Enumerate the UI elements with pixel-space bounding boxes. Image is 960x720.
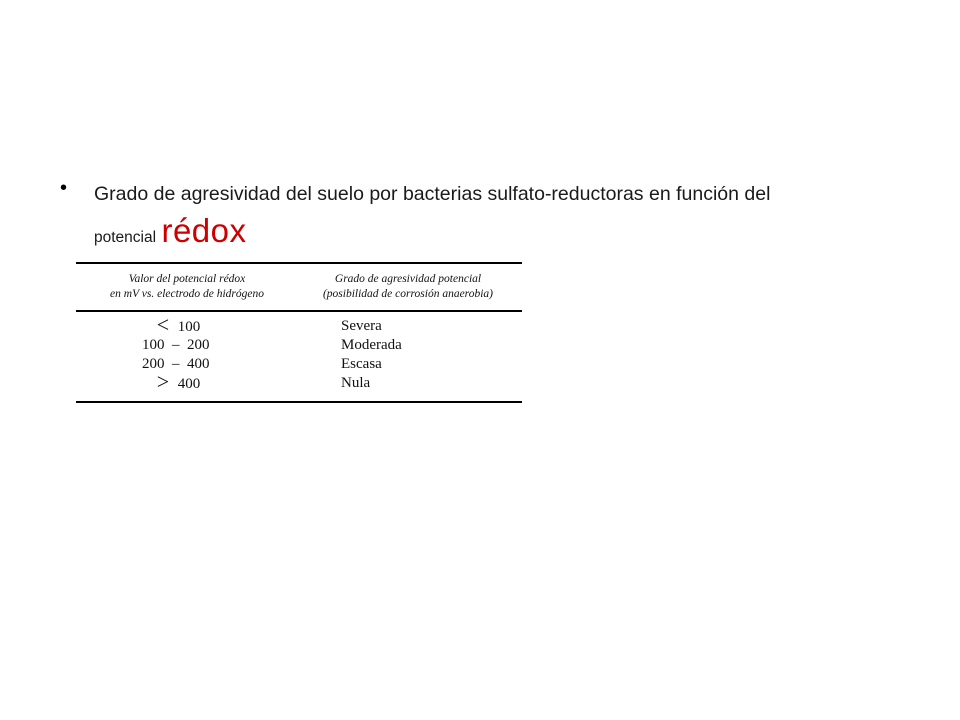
bullet-line-1: Grado de agresividad del suelo por bacterias sulfato-reductoras en función del [94, 183, 771, 205]
header-left [76, 272, 298, 302]
table-row-value [142, 369, 272, 394]
grade-cell: Moderada [341, 337, 402, 353]
value-cell: 100 [177, 319, 201, 335]
grade-cell: Escasa [341, 356, 382, 372]
header-right-line-2: (posibilidad de corrosión anaerobia) [322, 288, 494, 300]
table-top-rule [76, 262, 522, 264]
value-cell: 100 – 200 [142, 337, 210, 353]
bullet-text [94, 174, 894, 258]
header-left-line-1: Valor del potencial rédox [128, 273, 246, 285]
header-right-line-1: Grado de agresividad potencial [334, 273, 482, 285]
greater-than-symbol: > [156, 369, 170, 394]
table-row-value [142, 312, 272, 337]
header-right [294, 272, 522, 302]
redox-table [76, 262, 522, 404]
grade-cell: Severa [341, 318, 382, 334]
grade-cell: Nula [341, 375, 371, 391]
bullet-highlight: rédox [161, 212, 247, 249]
table-row-value [142, 336, 272, 355]
bullet-prefix: potencial [94, 229, 157, 246]
less-than-symbol: < [156, 312, 170, 337]
table-bottom-rule [76, 401, 522, 403]
bullet-line-2 [94, 214, 894, 258]
value-cell: 400 [177, 376, 201, 392]
bullet-dot-icon: • [60, 177, 68, 199]
header-left-line-2: en mV vs. electrodo de hidrógeno [110, 288, 264, 300]
value-cell: 200 – 400 [142, 356, 210, 372]
table-header-rule [76, 310, 522, 312]
